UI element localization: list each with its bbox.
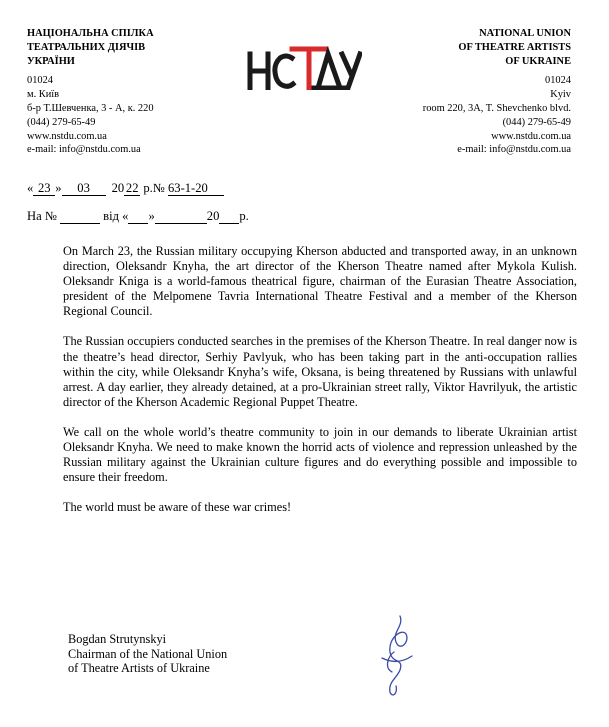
date-month: 03 xyxy=(62,182,106,196)
body-paragraph-1: On March 23, the Russian military occupying Kherson abducted and transported away, in an unknown direction, Oleksandr Knyha, the art director of the Kherson Theatre named after Mykola Kulish. Oleksandr Kniga is a world-famous theatrical figure, chairman of the Eurasian Theatre Association, president of the Melpomene Tavria International Theatre Festival and a member of the Kherson Regional Council. xyxy=(63,244,577,319)
date-open-quote: « xyxy=(27,181,34,195)
date-year-label: р. xyxy=(140,181,153,195)
street-en: room 220, 3A, T. Shevchenko blvd. xyxy=(422,102,571,114)
ref-number-label: На № xyxy=(27,209,57,223)
org-name-ua-line1: НАЦІОНАЛЬНА СПІЛКА xyxy=(27,28,154,39)
signatory-name: Bogdan Strutynskyi xyxy=(68,632,167,646)
doc-number: 63-1-20 xyxy=(168,182,224,196)
letter-body xyxy=(63,244,577,530)
city-en: Kyiv xyxy=(550,89,571,101)
body-paragraph-4: The world must be aware of these war crimes! xyxy=(63,500,292,515)
date-close-quote: » xyxy=(55,181,62,195)
org-name-en-line2: OF THEATRE ARTISTS xyxy=(458,41,571,53)
reference-line xyxy=(27,209,249,224)
body-paragraph-3: We call on the whole world’s theatre community to join in our demands to liberate Ukrainian artist Oleksandr Knyha. We need to make known the horrid acts of violence and repression unleashed by the Russian military against the Ukrainian culture figures and do everything possible and impossible to ensure their freedom. xyxy=(63,424,577,485)
ref-year-prefix: 20 xyxy=(206,209,220,223)
postcode-ua: 01024 xyxy=(27,75,53,87)
ref-number-blank xyxy=(60,210,100,224)
phone-ua: (044) 279-65-49 xyxy=(27,116,96,128)
org-name-ua-line3: УКРАЇНИ xyxy=(27,55,75,67)
org-name-en-line3: OF UKRAINE xyxy=(505,55,571,67)
date-year-prefix: 20 xyxy=(111,181,125,195)
ref-from-label: від « xyxy=(103,209,129,223)
ref-close-quote: » xyxy=(148,209,155,223)
date-day: 23 xyxy=(33,182,55,196)
city-ua: м. Київ xyxy=(27,89,60,101)
ref-year-blank xyxy=(219,210,239,224)
postcode-en: 01024 xyxy=(545,75,571,87)
ref-day-blank xyxy=(128,210,148,224)
website-en: www.nstdu.com.ua xyxy=(491,130,571,142)
header-right-english xyxy=(371,27,571,157)
email-ua: e-mail: info@nstdu.com.ua xyxy=(27,144,141,156)
date-year-suffix: 22 xyxy=(125,181,139,195)
street-ua: б-р Т.Шевченка, 3 - А, к. 220 xyxy=(27,102,154,114)
body-paragraph-2: The Russian occupiers conducted searches in the premises of the Kherson Theatre. In real danger now is the theatre’s head director, Serhiy Pavlyuk, who has been taking part in the anti-occupation rallies within the city, while Oleksandr Knyha’s wife, Oksana, is being threatened by Russians with unlawful arrest. A day earlier, they already detained, at a pro-Ukrainian street rally, Viktor Havrilyuk, the artistic director of the Kherson Academic Regional Puppet Theatre. xyxy=(63,334,577,409)
ref-month-blank xyxy=(155,210,207,224)
email-en: e-mail: info@nstdu.com.ua xyxy=(457,144,571,156)
website-ua: www.nstdu.com.ua xyxy=(27,130,107,142)
signatory-title-line1: Chairman of the National Union xyxy=(68,646,228,661)
doc-number-label: № xyxy=(152,181,165,195)
nstdu-logo xyxy=(246,44,362,90)
signature-block xyxy=(68,632,227,676)
header-left-ukrainian xyxy=(27,27,227,157)
document-dateline xyxy=(27,181,224,196)
phone-en: (044) 279-65-49 xyxy=(502,116,571,128)
signatory-title-line2: of Theatre Artists of Ukraine xyxy=(68,661,210,675)
ref-year-label: р. xyxy=(239,209,249,223)
org-name-ua-line2: ТЕАТРАЛЬНИХ ДІЯЧІВ xyxy=(27,41,146,53)
handwritten-signature xyxy=(370,612,420,700)
org-name-en-line1: NATIONAL UNION xyxy=(479,28,571,39)
